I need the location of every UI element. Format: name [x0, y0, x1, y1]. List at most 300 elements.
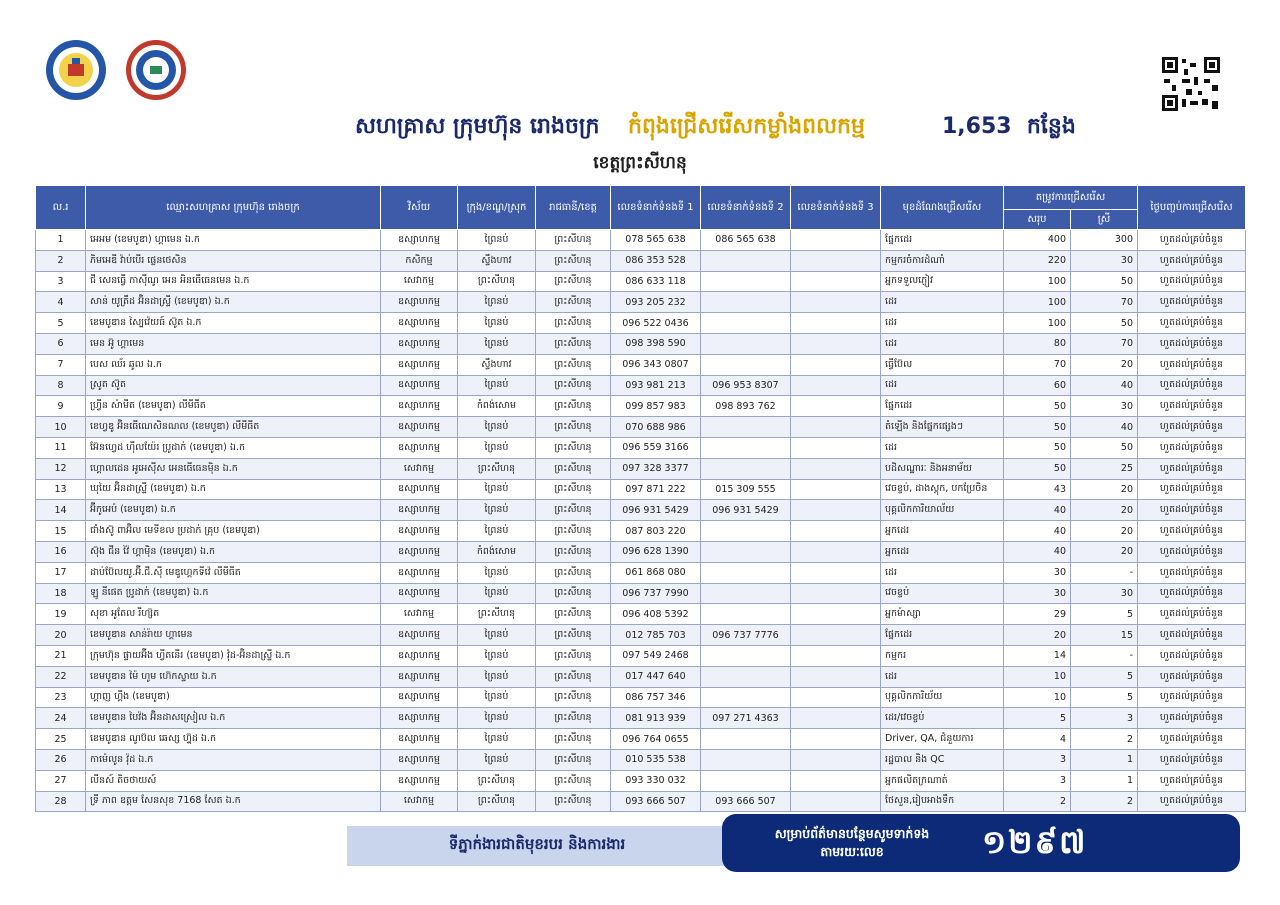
table-cell: កសិកម្ម	[381, 250, 458, 271]
table-cell: ហួតដល់គ្រប់ចំនួន	[1138, 708, 1246, 729]
table-row	[36, 791, 1246, 812]
table-cell: ផ្នែកដេរ	[881, 625, 1004, 646]
table-cell: ដាប់ប៊ែលយូ.អ៊ី.ជី.ស៊ី មេឌូហ្គេកទីវ៉េ លីមីធីត	[86, 562, 381, 583]
table-cell: 26	[36, 749, 86, 770]
table-cell: ហួតដល់គ្រប់ចំនួន	[1138, 541, 1246, 562]
table-cell: 3	[1004, 770, 1071, 791]
table-cell: ព្រៃនប់	[458, 500, 536, 521]
table-cell: 50	[1004, 458, 1071, 479]
table-cell: ឧស្សាហកម្ម	[381, 521, 458, 542]
table-cell: ឧស្សាហកម្ម	[381, 562, 458, 583]
table-row	[36, 583, 1246, 604]
table-cell: ស្ទឹងហាវ	[458, 354, 536, 375]
vacancy-count: 1,653 កន្លែង	[942, 114, 1076, 139]
table-cell: 10	[1004, 687, 1071, 708]
table-cell: 300	[1071, 230, 1138, 251]
table-cell: កំពង់សោម	[458, 541, 536, 562]
table-cell: ផ្នែកដេរ	[881, 230, 1004, 251]
table-cell	[791, 541, 881, 562]
header-female: ស្រី	[1071, 210, 1138, 230]
table-cell: ឧស្សាហកម្ម	[381, 437, 458, 458]
table-cell: 2	[36, 250, 86, 271]
table-cell	[791, 333, 881, 354]
table-cell: ហួតដល់គ្រប់ចំនួន	[1138, 625, 1246, 646]
table-cell: ព្រះសីហនុ	[458, 458, 536, 479]
table-cell: ដេរ	[881, 562, 1004, 583]
header-phone2: លេខទំនាក់ទំនងទី 2	[701, 186, 791, 230]
table-row	[36, 645, 1246, 666]
table-cell: ព្រះសីហនុ	[458, 604, 536, 625]
table-cell: ក្រុមហ៊ុន ផ្ទាយអ៊ីង ហ្វីតនើរ (ខេមបូឌា) វ៉ុដ-អ៊ិនដាស្ទ្រី ឯ.ក	[86, 645, 381, 666]
table-cell: ហួតដល់គ្រប់ចំនួន	[1138, 375, 1246, 396]
table-cell: 80	[1004, 333, 1071, 354]
table-cell: ឧស្សាហកម្ម	[381, 479, 458, 500]
table-cell: 70	[1071, 333, 1138, 354]
table-cell: ដេរ	[881, 333, 1004, 354]
table-cell: 4	[36, 292, 86, 313]
table-cell: អ្នកដេរ	[881, 541, 1004, 562]
table-cell: 098 398 590	[611, 333, 701, 354]
table-row	[36, 500, 1246, 521]
table-cell: 093 330 032	[611, 770, 701, 791]
table-cell: សេវាកម្ម	[381, 604, 458, 625]
table-cell	[701, 749, 791, 770]
table-cell	[791, 354, 881, 375]
table-cell: ខេមបូឌាន ម៉ៃ ហូម ហ៊េកស្ទាយ ឯ.ក	[86, 666, 381, 687]
table-cell	[791, 562, 881, 583]
table-cell: បុគ្គលិកការិយាល័យ	[881, 500, 1004, 521]
table-cell: ហួតដល់គ្រប់ចំនួន	[1138, 396, 1246, 417]
table-cell: 40	[1071, 375, 1138, 396]
table-cell: 23	[36, 687, 86, 708]
table-cell: ព្រៃនប់	[458, 562, 536, 583]
table-cell: 16	[36, 541, 86, 562]
table-cell: 13	[36, 479, 86, 500]
table-row	[36, 313, 1246, 334]
table-cell: ព្រៃនប់	[458, 417, 536, 438]
table-cell: ដេរ	[881, 313, 1004, 334]
table-cell: 097 328 3377	[611, 458, 701, 479]
table-cell: ឧស្សាហកម្ម	[381, 500, 458, 521]
table-cell: ហួតដល់គ្រប់ចំនួន	[1138, 230, 1246, 251]
table-cell: ឧស្សាហកម្ម	[381, 645, 458, 666]
table-cell: ព្រះសីហនុ	[536, 417, 611, 438]
table-cell: 30	[1071, 250, 1138, 271]
table-cell	[701, 729, 791, 750]
table-cell: ហួតដល់គ្រប់ចំនួន	[1138, 250, 1246, 271]
table-cell: Driver, QA, ជំនួយការ	[881, 729, 1004, 750]
table-cell	[791, 687, 881, 708]
table-cell: ហួតដល់គ្រប់ចំនួន	[1138, 521, 1246, 542]
table-cell: 15	[36, 521, 86, 542]
table-row	[36, 770, 1246, 791]
table-cell: ព្រៃនប់	[458, 666, 536, 687]
table-cell: បដិសណ្ឋារៈ និងអនាម័យ	[881, 458, 1004, 479]
table-cell: 24	[36, 708, 86, 729]
table-cell: សេវាកម្ម	[381, 271, 458, 292]
table-cell	[701, 521, 791, 542]
table-cell: 40	[1004, 541, 1071, 562]
table-cell	[701, 333, 791, 354]
header-deadline: ថ្ងៃបញ្ចប់ការជ្រើសរើស	[1138, 186, 1246, 230]
table-cell: 20	[1071, 541, 1138, 562]
table-cell: 19	[36, 604, 86, 625]
table-cell: ព្រៃនប់	[458, 479, 536, 500]
table-cell	[791, 479, 881, 500]
table-cell: ហ្គោលដេន អូអេស៊ីស អេនធើធេនម៉ិន ឯ.ក	[86, 458, 381, 479]
table-cell: 087 803 220	[611, 521, 701, 542]
table-cell: 50	[1004, 396, 1071, 417]
table-cell: 40	[1071, 417, 1138, 438]
header-name: ឈ្មោះសហគ្រាស ក្រុមហ៊ុន រោងចក្រ	[86, 186, 381, 230]
table-cell: ហ្គាញ ហ្គីង (ខេមបូឌា)	[86, 687, 381, 708]
table-cell: ហួតដល់គ្រប់ចំនួន	[1138, 645, 1246, 666]
table-cell: 21	[36, 645, 86, 666]
table-cell: 14	[1004, 645, 1071, 666]
table-cell: ស្រូត ស៊ូត	[86, 375, 381, 396]
table-cell: 6	[36, 333, 86, 354]
table-cell: 100	[1004, 271, 1071, 292]
table-cell	[701, 437, 791, 458]
table-row	[36, 396, 1246, 417]
table-cell: 60	[1004, 375, 1071, 396]
table-cell: 012 785 703	[611, 625, 701, 646]
table-cell: 2	[1071, 729, 1138, 750]
hotline-info-text: សម្រាប់ព័ត៌មានបន្ថែមសូមទាក់ទងតាមរយៈលេខ	[774, 826, 930, 859]
table-cell: ឧស្សាហកម្ម	[381, 313, 458, 334]
table-cell: 22	[36, 666, 86, 687]
table-cell: ហួតដល់គ្រប់ចំនួន	[1138, 479, 1246, 500]
table-cell: ព្រះសីហនុ	[536, 313, 611, 334]
table-cell: ព្រះសីហនុ	[536, 791, 611, 812]
table-cell: ផ្នែកដេរ	[881, 396, 1004, 417]
table-cell: 27	[36, 770, 86, 791]
table-cell: 29	[1004, 604, 1071, 625]
table-cell: បេស ឈ័រ ឆូល ឯ.ក	[86, 354, 381, 375]
table-cell: ព្រៃនប់	[458, 645, 536, 666]
hotline-banner	[722, 814, 1240, 872]
table-cell: 18	[36, 583, 86, 604]
table-cell	[701, 541, 791, 562]
table-cell: ឧស្សាហកម្ម	[381, 770, 458, 791]
table-cell: 20	[1071, 354, 1138, 375]
table-cell: 40	[1004, 500, 1071, 521]
table-cell: ព្រះសីហនុ	[536, 562, 611, 583]
table-cell: 20	[1071, 479, 1138, 500]
table-cell: អ្នកទទួលភ្ញៀវ	[881, 271, 1004, 292]
table-cell: 7	[36, 354, 86, 375]
table-cell: ទ្រី ភាព ឧត្តម សែនសុខ 7168 សែត ឯ.ក	[86, 791, 381, 812]
table-cell: 3	[36, 271, 86, 292]
table-cell: 010 535 538	[611, 749, 701, 770]
table-cell: 1	[1071, 770, 1138, 791]
table-cell: 400	[1004, 230, 1071, 251]
table-cell: វេចខ្ចប់, ដាងស្តុក, បកប្រែចិន	[881, 479, 1004, 500]
table-cell: ព្រះសីហនុ	[458, 791, 536, 812]
table-cell	[701, 562, 791, 583]
table-cell: 220	[1004, 250, 1071, 271]
table-cell: ឧស្សាហកម្ម	[381, 583, 458, 604]
table-cell: ឧស្សាហកម្ម	[381, 625, 458, 646]
table-row	[36, 604, 1246, 625]
table-cell: ព្រៃនប់	[458, 729, 536, 750]
table-cell: ហួតដល់គ្រប់ចំនួន	[1138, 271, 1246, 292]
table-cell: អេអម (ខេមបូឌា) ហ្គាមេន ឯ.ក	[86, 230, 381, 251]
table-cell: 28	[36, 791, 86, 812]
table-cell: 9	[36, 396, 86, 417]
table-cell: 20	[1071, 521, 1138, 542]
table-cell: 5	[36, 313, 86, 334]
table-cell: ព្រះសីហនុ	[536, 770, 611, 791]
table-cell: 081 913 939	[611, 708, 701, 729]
table-cell: ខេហ្វឌូ អ៊ិនធើណេសិនណល (ខេមបូឌា) លីមីធីត	[86, 417, 381, 438]
table-cell	[791, 458, 881, 479]
table-cell: ព្រះសីហនុ	[536, 375, 611, 396]
table-cell: សេវាកម្ម	[381, 791, 458, 812]
table-cell	[701, 687, 791, 708]
table-cell: បុគ្គលិកការិយ័យ	[881, 687, 1004, 708]
table-cell: ព្រះសីហនុ	[536, 354, 611, 375]
table-cell: ព្រះសីហនុ	[536, 521, 611, 542]
table-cell	[701, 604, 791, 625]
table-cell	[701, 271, 791, 292]
hotline-number[interactable]: ១២៩៧	[982, 823, 1088, 861]
table-cell: កាម៉េលូន វ៉ុដ ឯ.ក	[86, 749, 381, 770]
table-cell: ថែសួន,រៀបអាងទឹក	[881, 791, 1004, 812]
table-cell: 099 857 983	[611, 396, 701, 417]
table-cell: ព្រៃនប់	[458, 437, 536, 458]
table-cell	[701, 645, 791, 666]
table-cell	[701, 354, 791, 375]
agency-banner	[347, 826, 727, 866]
table-row	[36, 333, 1246, 354]
table-cell: មេន អ៊ូ ហ្គាមេន	[86, 333, 381, 354]
table-cell: 2	[1004, 791, 1071, 812]
table-cell: 096 737 7776	[701, 625, 791, 646]
table-cell: 086 565 638	[701, 230, 791, 251]
qr-code-icon	[1160, 55, 1222, 113]
table-cell	[791, 271, 881, 292]
table-cell: 30	[1004, 562, 1071, 583]
header-district: ក្រុង/ខណ្ឌ/ស្រុក	[458, 186, 536, 230]
table-cell: 25	[36, 729, 86, 750]
table-cell: 015 309 555	[701, 479, 791, 500]
table-cell: 14	[36, 500, 86, 521]
table-cell: 097 871 222	[611, 479, 701, 500]
header-need: តម្រូវការជ្រើសរើស	[1004, 186, 1138, 210]
table-cell: ព្រះសីហនុ	[536, 729, 611, 750]
table-cell: 30	[1071, 396, 1138, 417]
table-cell: 70	[1071, 292, 1138, 313]
table-cell: 093 666 507	[701, 791, 791, 812]
table-row	[36, 292, 1246, 313]
table-cell: ព្រះសីហនុ	[536, 583, 611, 604]
table-cell: 093 666 507	[611, 791, 701, 812]
table-row	[36, 687, 1246, 708]
table-cell: 5	[1071, 687, 1138, 708]
table-cell: ព្រៃនប់	[458, 521, 536, 542]
table-cell: 096 931 5429	[611, 500, 701, 521]
ministry-emblem-icon	[44, 38, 108, 102]
table-cell: 017 447 640	[611, 666, 701, 687]
table-cell: 1	[1071, 749, 1138, 770]
table-cell: ឧស្សាហកម្ម	[381, 354, 458, 375]
table-cell: ធ្វើប៊ែល	[881, 354, 1004, 375]
header-province: រាជធានី/ខេត្ត	[536, 186, 611, 230]
table-cell: ខេមបូឌាន ស្បៃវ៉េយធ៍ ស៊ូត ឯ.ក	[86, 313, 381, 334]
table-cell: 096 953 8307	[701, 375, 791, 396]
table-cell: ព្រះសីហនុ	[536, 271, 611, 292]
table-cell: -	[1071, 562, 1138, 583]
table-cell	[791, 645, 881, 666]
table-cell: 10	[1004, 666, 1071, 687]
table-cell: អ្នកដេរ	[881, 521, 1004, 542]
table-cell: ព្រៃនប់	[458, 230, 536, 251]
table-cell: ព្រះសីហនុ	[458, 770, 536, 791]
table-cell: 70	[1004, 354, 1071, 375]
table-cell: ឧស្សាហកម្ម	[381, 687, 458, 708]
table-row	[36, 417, 1246, 438]
table-cell	[791, 770, 881, 791]
table-cell: ព្រះសីហនុ	[536, 708, 611, 729]
table-row	[36, 375, 1246, 396]
header-phone3: លេខទំនាក់ទំនងទី 3	[791, 186, 881, 230]
table-cell: ព្រៃនប់	[458, 708, 536, 729]
table-cell: 5	[1071, 604, 1138, 625]
table-cell: ដេរ	[881, 292, 1004, 313]
table-cell: ដេរ	[881, 437, 1004, 458]
table-cell: 40	[1004, 521, 1071, 542]
table-cell	[701, 666, 791, 687]
table-cell: ហួតដល់គ្រប់ចំនួន	[1138, 458, 1246, 479]
table-cell: 096 559 3166	[611, 437, 701, 458]
table-cell: ព្រះសីហនុ	[536, 645, 611, 666]
header-sector: វិស័យ	[381, 186, 458, 230]
table-cell	[791, 500, 881, 521]
table-cell: សាន់ យូត្រឹដ អ៊ិនដាស្ទ្រី (ខេមបូឌា) ឯ.ក	[86, 292, 381, 313]
table-cell: 096 408 5392	[611, 604, 701, 625]
table-row	[36, 541, 1246, 562]
table-cell: ហួតដល់គ្រប់ចំនួន	[1138, 292, 1246, 313]
table-cell: ដេរ	[881, 666, 1004, 687]
table-cell: 061 868 080	[611, 562, 701, 583]
table-cell: ព្រៃនប់	[458, 313, 536, 334]
table-cell: ហួតដល់គ្រប់ចំនួន	[1138, 313, 1246, 334]
table-cell: ឧស្សាហកម្ម	[381, 541, 458, 562]
table-cell: អ្នកម៉ាស្សា	[881, 604, 1004, 625]
table-cell: ឧស្សាហកម្ម	[381, 729, 458, 750]
table-cell: ព្រះសីហនុ	[536, 396, 611, 417]
table-cell: 096 764 0655	[611, 729, 701, 750]
table-row	[36, 479, 1246, 500]
table-cell: 11	[36, 437, 86, 458]
table-cell: កំពង់សោម	[458, 396, 536, 417]
table-cell: ខេមបូឌាន សាន់រ៉ាយ ហ្គាមេន	[86, 625, 381, 646]
table-row	[36, 437, 1246, 458]
table-row	[36, 749, 1246, 770]
table-cell: 25	[1071, 458, 1138, 479]
table-cell: 093 981 213	[611, 375, 701, 396]
table-cell: 2	[1071, 791, 1138, 812]
table-cell: 096 343 0807	[611, 354, 701, 375]
table-row	[36, 666, 1246, 687]
table-cell	[791, 604, 881, 625]
table-cell: ហួតដល់គ្រប់ចំនួន	[1138, 604, 1246, 625]
table-cell	[791, 791, 881, 812]
table-cell: ជី សេនធ្វើ កាស៊ីណូ អេន អិនធើធេនមេន ឯ.ក	[86, 271, 381, 292]
table-cell: 8	[36, 375, 86, 396]
table-cell: 096 737 7990	[611, 583, 701, 604]
table-cell: ព្រៃនប់	[458, 687, 536, 708]
page-header	[0, 108, 1280, 142]
table-cell	[791, 375, 881, 396]
table-cell: 17	[36, 562, 86, 583]
table-row	[36, 230, 1246, 251]
table-cell: ព្រះសីហនុ	[536, 666, 611, 687]
table-cell: 20	[1071, 500, 1138, 521]
table-cell: ហួតដល់គ្រប់ចំនួន	[1138, 333, 1246, 354]
table-cell: អ៊ីកូអេប៉ (ខេមបូឌា) ឯ.ក	[86, 500, 381, 521]
table-cell: ឧស្សាហកម្ម	[381, 417, 458, 438]
table-row	[36, 458, 1246, 479]
table-cell: ព្រះសីហនុ	[536, 292, 611, 313]
table-cell: ព្រៃនប់	[458, 375, 536, 396]
table-cell: ព្រះសីហនុ	[458, 271, 536, 292]
table-cell: 5	[1004, 708, 1071, 729]
table-cell: ព្រះសីហនុ	[536, 541, 611, 562]
recruiting-label: កំពុងជ្រើសរើសកម្លាំងពលកម្ម	[628, 114, 865, 139]
table-cell	[791, 313, 881, 334]
table-cell: ហួតដល់គ្រប់ចំនួន	[1138, 583, 1246, 604]
table-cell: វេចខ្ចប់	[881, 583, 1004, 604]
table-cell: ព្រៃនប់	[458, 583, 536, 604]
table-row	[36, 521, 1246, 542]
table-cell	[791, 749, 881, 770]
table-cell	[701, 313, 791, 334]
table-cell: ដេរ/វេចខ្ចប់	[881, 708, 1004, 729]
table-cell	[701, 417, 791, 438]
company-label: សហគ្រាស ក្រុមហ៊ុន រោងចក្រ	[355, 114, 600, 139]
table-cell: ព្រះសីហនុ	[536, 625, 611, 646]
table-cell: ឧស្សាហកម្ម	[381, 708, 458, 729]
table-cell: 50	[1071, 271, 1138, 292]
table-cell: 20	[36, 625, 86, 646]
table-cell: ឡូ នីផេត ប្រូដាក់ (ខេមបូឌា) ឯ.ក	[86, 583, 381, 604]
table-cell: ហួតដល់គ្រប់ចំនួន	[1138, 687, 1246, 708]
table-cell: ឧស្សាហកម្ម	[381, 396, 458, 417]
table-cell: 50	[1004, 417, 1071, 438]
table-cell: លីនស៍ តិចថាយស៍	[86, 770, 381, 791]
table-cell: 50	[1071, 437, 1138, 458]
table-row	[36, 271, 1246, 292]
table-cell: 097 549 2468	[611, 645, 701, 666]
table-cell	[701, 458, 791, 479]
table-row	[36, 729, 1246, 750]
table-cell: 078 565 638	[611, 230, 701, 251]
table-cell: សុខា អូតែល រីហ្ស៊ត	[86, 604, 381, 625]
table-cell: 50	[1071, 313, 1138, 334]
table-cell: 086 633 118	[611, 271, 701, 292]
header-position: មុខដំណែងជ្រើសរើស	[881, 186, 1004, 230]
table-cell: ព្រះសីហនុ	[536, 500, 611, 521]
table-cell	[791, 417, 881, 438]
table-cell: 3	[1071, 708, 1138, 729]
table-cell	[791, 437, 881, 458]
table-cell: ហួតដល់គ្រប់ចំនួន	[1138, 666, 1246, 687]
table-cell: ហួតដល់គ្រប់ចំនួន	[1138, 729, 1246, 750]
table-cell: ព្រះសីហនុ	[536, 437, 611, 458]
table-cell	[791, 625, 881, 646]
